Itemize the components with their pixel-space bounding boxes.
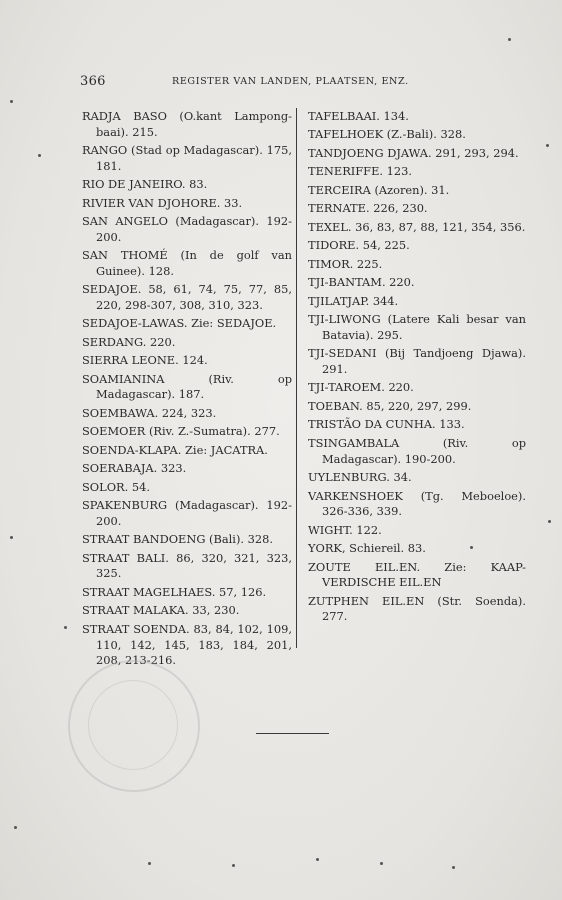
index-entry: TOEBAN. 85, 220, 297, 299.: [308, 398, 472, 413]
index-column-right: [308, 109, 526, 628]
end-rule: [256, 733, 329, 734]
index-entry: SEDAJOE-LAWAS. Zie: SEDAJOE.: [82, 316, 277, 331]
speck: [64, 626, 67, 629]
index-entry: UYLENBURG. 34.: [308, 470, 412, 485]
index-entry: SPAKENBURG (Madagascar). 192-200.: [82, 498, 292, 528]
index-entry: TJI-SEDANI (Bij Tandjoeng Djawa). 291.: [308, 346, 526, 376]
speck: [14, 826, 17, 829]
index-entry: TJI-TAROEM. 220.: [308, 380, 414, 395]
running-title: REGISTER VAN LANDEN, PLAATSEN, ENZ.: [172, 76, 409, 87]
speck: [148, 862, 151, 865]
speck: [232, 864, 235, 867]
index-entry: YORK, Schiereil. 83.: [308, 541, 426, 556]
speck: [508, 38, 511, 41]
index-entry: TEXEL. 36, 83, 87, 88, 121, 354, 356.: [308, 219, 526, 234]
speck: [546, 144, 549, 147]
index-entry: TENERIFFE. 123.: [308, 164, 412, 179]
library-stamp-inner-ring: [88, 680, 178, 770]
index-entry: TIDORE. 54, 225.: [308, 238, 410, 253]
speck: [452, 866, 455, 869]
index-entry: VARKENSHOEK (Tg. Meboeloe). 326-336, 339.: [308, 488, 526, 519]
index-column-left: [82, 109, 292, 672]
index-entry: SAN THOMÉ (In de golf van Guinee). 128.: [82, 248, 292, 278]
index-entry: SOERABAJA. 323.: [82, 461, 187, 476]
index-entry: SOEMBAWA. 224, 323.: [82, 405, 217, 420]
index-entry: SOENDA-KLAPA. Zie: JACATRA.: [82, 442, 268, 457]
index-entry: WIGHT. 122.: [308, 522, 382, 537]
index-entry: RADJA BASO (O.kant Lampong-baai). 215.: [82, 109, 292, 139]
index-entry: SOAMIANINA (Riv. op Madagascar). 187.: [82, 371, 292, 402]
index-entry: TJI-BANTAM. 220.: [308, 275, 415, 290]
index-entry: SAN ANGELO (Madagascar). 192-200.: [82, 214, 292, 244]
index-entry: TRISTÃO DA CUNHA. 133.: [308, 417, 465, 432]
index-entry: TIMOR. 225.: [308, 256, 383, 271]
speck: [10, 100, 13, 103]
speck: [10, 536, 13, 539]
index-entry: SIERRA LEONE. 124.: [82, 353, 208, 368]
speck: [548, 520, 551, 523]
index-entry: STRAAT SOENDA. 83, 84, 102, 109, 110, 142, 145, 183, 184, 201, 208, 213-216.: [82, 621, 292, 668]
index-entry: RIO DE JANEIRO. 83.: [82, 177, 208, 192]
library-stamp: [68, 660, 200, 792]
index-entry: ZUTPHEN EIL.EN (Str. Soenda). 277.: [308, 593, 526, 624]
index-entry: STRAAT BANDOENG (Bali). 328.: [82, 532, 273, 547]
speck: [380, 862, 383, 865]
index-entry: TAFELHOEK (Z.-Bali). 328.: [308, 127, 466, 142]
speck: [470, 546, 473, 549]
index-entry: SOLOR. 54.: [82, 479, 150, 494]
index-entry: TJILATJAP. 344.: [308, 293, 399, 308]
index-entry: STRAAT BALI. 86, 320, 321, 323, 325.: [82, 550, 292, 581]
index-entry: TERNATE. 226, 230.: [308, 201, 428, 216]
index-entry: ZOUTE EIL.EN. Zie: KAAP-VERDISCHE EIL.EN: [308, 559, 526, 590]
index-entry: SOEMOER (Riv. Z.-Sumatra). 277.: [82, 424, 280, 439]
index-entry: STRAAT MAGELHAES. 57, 126.: [82, 584, 267, 599]
index-entry: TAFELBAAI. 134.: [308, 109, 409, 123]
index-entry: RIVIER VAN DJOHORE. 33.: [82, 195, 243, 210]
index-entry: SEDAJOE. 58, 61, 74, 75, 77, 85, 220, 298-307, 308, 310, 323.: [82, 282, 292, 312]
speck: [38, 154, 41, 157]
speck: [316, 858, 319, 861]
index-entry: TSINGAMBALA (Riv. op Madagascar). 190-200.: [308, 435, 526, 466]
index-entry: SERDANG. 220.: [82, 334, 176, 349]
index-entry: STRAAT MALAKA. 33, 230.: [82, 603, 240, 618]
index-entry: TERCEIRA (Azoren). 31.: [308, 182, 450, 197]
column-divider: [296, 108, 297, 648]
page-number: 366: [80, 74, 106, 89]
index-entry: TJI-LIWONG (Latere Kali besar van Batavia). 295.: [308, 312, 526, 342]
index-entry: TANDJOENG DJAWA. 291, 293, 294.: [308, 145, 519, 160]
index-entry: RANGO (Stad op Madagascar). 175, 181.: [82, 143, 292, 173]
